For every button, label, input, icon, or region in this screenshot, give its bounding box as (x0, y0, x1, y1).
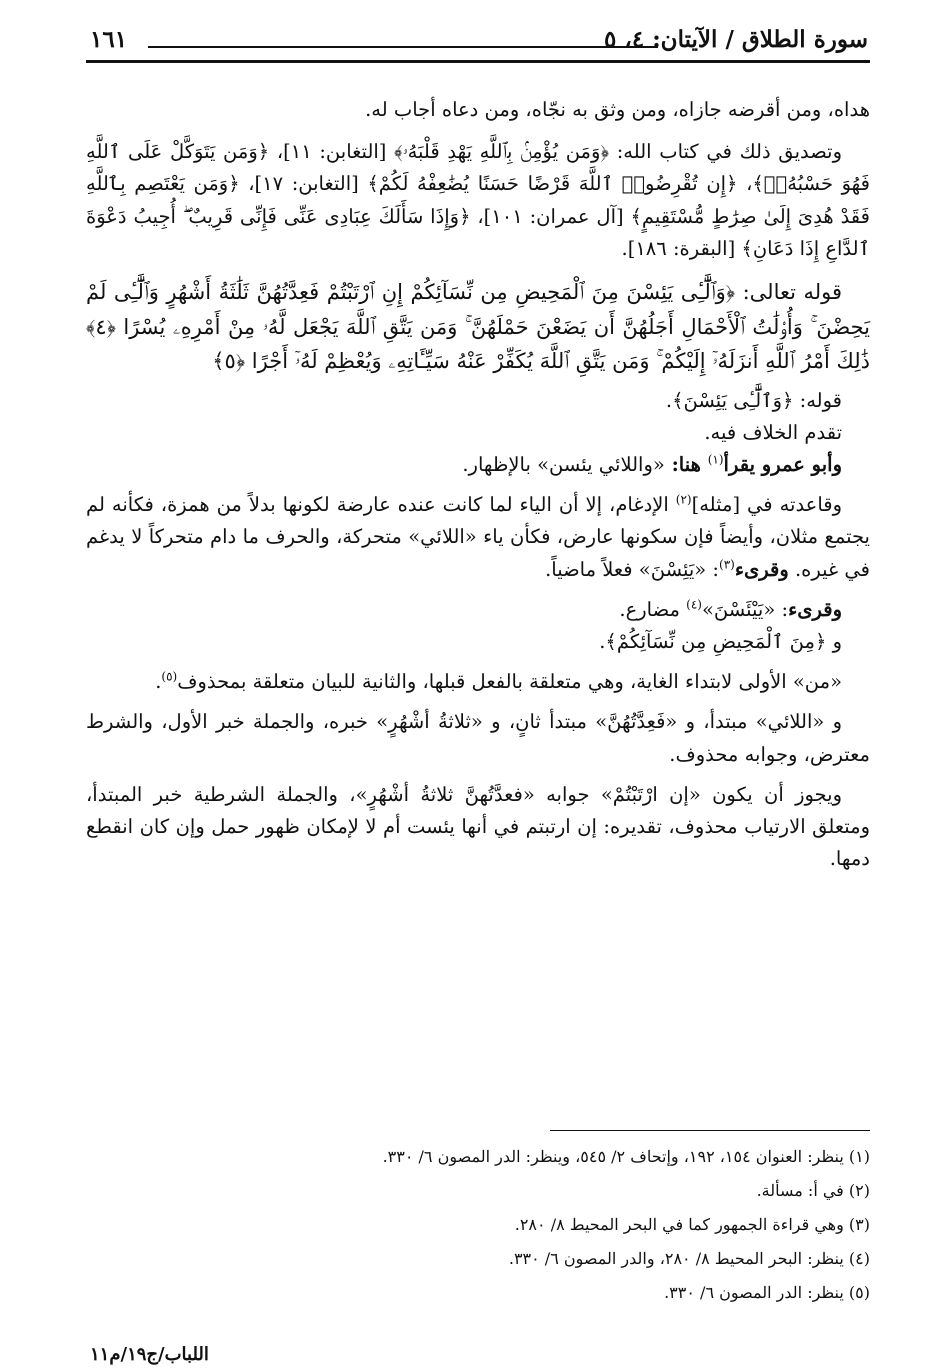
document-page (86, 22, 870, 1365)
footnote-ref: (٢) (675, 492, 692, 507)
bold-text: وقرىء (734, 557, 789, 581)
bold-text: وأبو عمرو يقرأ (723, 453, 842, 477)
text: الإدغام، إلا أن الياء لما كانت عنده عارضة لكونها بدلاً من همزة، فكأنه لم يجتمع مثلان، وأيضاً فإن سكونها عارض، فكأن ياء «اللائي» متحركة، والحرف ما دام متحركاً لا يدغم في غيره. (86, 493, 870, 581)
paragraph: قوله: ﴿وَٱلَّٰٓـِٔى يَئِسْنَ﴾. (665, 388, 842, 412)
paragraph: هداه، ومن أقرضه جازاه، ومن وثق به نجّاه، ومن دعاه أجاب له. (365, 98, 870, 121)
quran-verse: قوله تعالى: ﴿وَٱلَّٰٓـِٔى يَئِسْنَ مِنَ ٱلْمَحِيضِ مِن نِّسَآئِكُمْ إِنِ ٱرْتَبْتُمْ فَعِدَّتُهُنَّ ثَلَٰثَةُ أَشْهُرٍ وَٱلَّٰٓـِٔى لَمْ يَحِضْنَ ۚ وَأُو۟لَٰتُ ٱلْأَحْمَالِ أَجَلُهُنَّ أَن يَضَعْنَ حَمْلَهُنَّ ۚ وَمَن يَتَّقِ ٱللَّهَ يَجْعَل لَّهُۥ مِنْ أَمْرِهِۦ يُسْرًا ﴿٤﴾ ذَٰلِكَ أَمْرُ ٱللَّهِ أَنزَلَهُۥٓ إِلَيْكُمْ ۚ وَمَن يَتَّقِ ٱللَّهَ يُكَفِّرْ عَنْهُ سَيِّـَٔاتِهِۦ وَيُعْظِمْ لَهُۥٓ أَجْرًا ﴿٥﴾ (86, 279, 870, 374)
text: وقاعدته في [مثله] (691, 493, 842, 517)
paragraph: و ﴿مِنَ ٱلْمَحِيضِ مِن نِّسَآئِكُمْ﴾. (599, 629, 842, 653)
text: : «يَئِسْنَ» فعلاً ماضياً. (545, 557, 719, 581)
text: . (155, 670, 162, 694)
main-text (86, 94, 870, 875)
footnote: (٤) ينظر: البحر المحيط ٨/ ٢٨٠، والدر المصون ٦/ ٣٣٠. (508, 1249, 870, 1268)
text: : «يَيْئَسْنَ» (701, 597, 789, 621)
paragraph (86, 449, 870, 481)
bold-text: هنا: (664, 453, 708, 477)
paragraph: ويجوز أن يكون «إن ارْتَبْتُمْ» جوابه «فعدَّتُهنَّ ثلاثةُ أشْهُرٍ»، والجملة الشرطية خبر المبتدأ، ومتعلق الارتياب محذوف، تقديره: إن ارتبتم في أنها يئست أم لا لإمكان ظهور حمل وإن كان انقطع دمها. (86, 782, 870, 871)
footnote: (٢) في أ: مسألة. (756, 1181, 870, 1200)
footnote-ref: (٤) (686, 597, 702, 612)
footnote-ref: (١) (707, 452, 724, 467)
text: مضارع. (619, 597, 687, 621)
paragraph (86, 594, 870, 626)
footnote: (٣) وهي قراءة الجمهور كما في البحر المحيط ٨/ ٢٨٠. (514, 1215, 870, 1234)
page-number: ١٦١ (90, 26, 128, 53)
paragraph: و «اللائي» مبتدأ، و «فَعِدَّتُهُنَّ» مبتدأ ثانٍ، و «ثلاثةُ أشْهُرٍ» خبره، والجملة خبر الأول، والشرط معترض، وجوابه محذوف. (86, 710, 870, 766)
page-header (86, 22, 870, 63)
footnotes (86, 1140, 870, 1310)
text: «من» الأولى لابتداء الغاية، وهي متعلقة بالفعل قبلها، والثانية للبيان متعلقة بمحذوف (177, 670, 842, 694)
page-signature: اللباب/ج١٩/م١١ (90, 1344, 209, 1365)
paragraph: تقدم الخلاف فيه. (704, 420, 842, 444)
footnote: (١) ينظر: العنوان ١٥٤، ١٩٢، وإتحاف ٢/ ٥٤٥، وينظر: الدر المصون ٦/ ٣٣٠. (382, 1147, 870, 1166)
paragraph: وتصديق ذلك في كتاب الله: ﴿وَمَن يُؤْمِنۢ بِٱللَّهِ يَهْدِ قَلْبَهُۥ﴾ [التغابن: ١١]، ﴿وَمَن يَتَوَكَّلْ عَلَى ٱللَّهِ فَهُوَ حَسْبُهُۥٓ﴾، ﴿إِن تُقْرِضُوا۟ ٱللَّهَ قَرْضًا حَسَنًا يُضَٰعِفْهُ لَكُمْ﴾ [التغابن: ١٧]، ﴿وَمَن يَعْتَصِم بِٱللَّهِ فَقَدْ هُدِىَ إِلَىٰ صِرَٰطٍ مُّسْتَقِيمٍ﴾ [آل عمران: ١٠١]، ﴿وَإِذَا سَأَلَكَ عِبَادِى عَنِّى فَإِنِّى قَرِيبٌ ۖ أُجِيبُ دَعْوَةَ ٱلدَّاعِ إِذَا دَعَانِ﴾ [البقرة: ١٨٦]. (86, 140, 870, 260)
paragraph (86, 666, 870, 698)
text: «واللائي يئسن» بالإظهار. (462, 453, 665, 477)
footnote-ref: (٣) (719, 557, 735, 572)
paragraph (86, 489, 870, 586)
bold-text: وقرىء (788, 597, 842, 621)
surah-title: سورة الطلاق / الآيتان: ٤، ٥ (604, 26, 868, 53)
header-rule (148, 46, 658, 48)
footnote: (٥) ينظر: الدر المصون ٦/ ٣٣٠. (664, 1283, 870, 1302)
footnote-ref: (٥) (161, 669, 178, 684)
